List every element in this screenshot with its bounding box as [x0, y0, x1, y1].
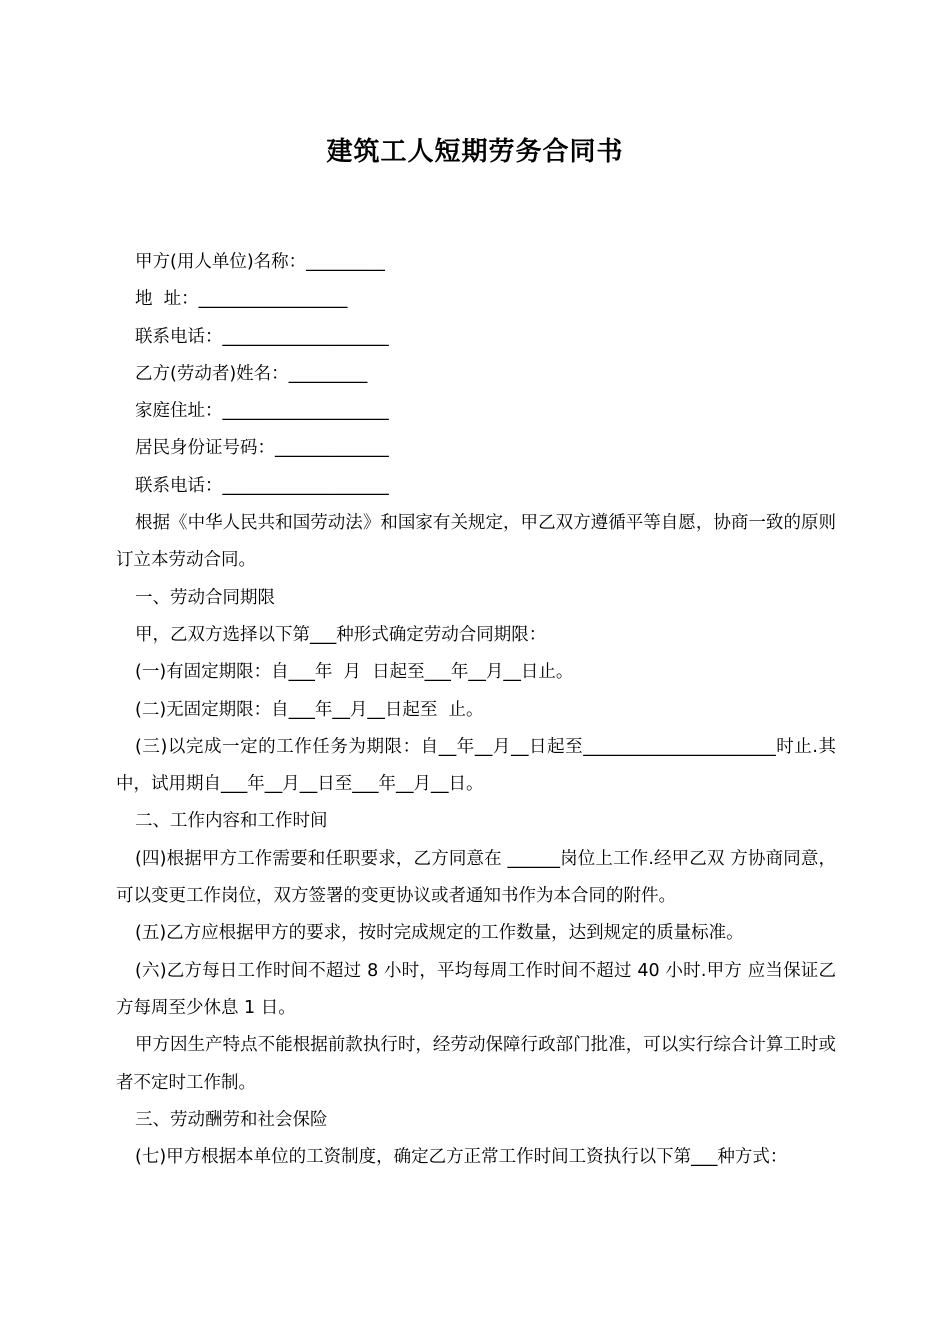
section-heading-remuneration: 三、劳动酬劳和社会保险 — [135, 1109, 328, 1130]
preamble-paragraph: 根据《中华人民共和国劳动法》和国家有关规定，甲乙双方遵循平等自愿，协商一致的原则订立本劳动合同。 — [116, 513, 836, 571]
clause-fixed-term: (一)有固定期限：自___年 月 日起至___年__月__日止。 — [135, 662, 574, 683]
clause-six: (六)乙方每日工作时间不超过 8 小时，平均每周工作时间不超过 40 小时.甲方 应当保证乙方每周至少休息 1 日。 — [116, 960, 836, 1018]
section-heading-contract-term: 一、劳动合同期限 — [135, 587, 275, 608]
clause-open-term: (二)无固定期限：自___年__月__日起至 止。 — [135, 699, 484, 720]
party-b-name-line: 乙方(劳动者)姓名：_________ — [135, 363, 368, 384]
work-hours-exception-paragraph: 甲方因生产特点不能根据前款执行时，经劳动保障行政部门批准，可以实行综合计算工时或者不定时工作制。 — [116, 1035, 836, 1093]
clause-five: (五)乙方应根据甲方的要求，按时完成规定的工作数量，达到规定的质量标准。 — [135, 923, 744, 944]
party-b-home-address-line: 家庭住址：___________________ — [135, 401, 389, 422]
term-selection-paragraph: 甲，乙双方选择以下第___种形式确定劳动合同期限： — [135, 624, 547, 645]
document-title: 建筑工人短期劳务合同书 — [326, 137, 624, 167]
clause-seven: (七)甲方根据本单位的工资制度，确定乙方正常工作时间工资执行以下第___种方式： — [135, 1147, 788, 1168]
clause-four: (四)根据甲方工作需要和任职要求，乙方同意在 ______岗位上工作.经甲乙双 方协商同意，可以变更工作岗位，双方签署的变更协议或者通知书作为本合同的附件。 — [116, 848, 836, 907]
party-a-phone-line: 联系电话：___________________ — [135, 326, 389, 347]
party-b-phone-line: 联系电话：___________________ — [135, 475, 389, 496]
party-b-id-number-line: 居民身份证号码：_____________ — [135, 438, 389, 459]
party-a-address-line: 地 址：_________________ — [135, 289, 348, 310]
contract-body — [116, 244, 836, 1176]
section-heading-work-content: 二、工作内容和工作时间 — [135, 811, 328, 832]
party-a-name-line: 甲方(用人单位)名称：_________ — [135, 252, 385, 272]
clause-task-term: (三)以完成一定的工作任务为期限：自__年__月__日起至______________________时止.其中，试用期自___年__月__日至___年__月__日。 — [116, 736, 836, 795]
